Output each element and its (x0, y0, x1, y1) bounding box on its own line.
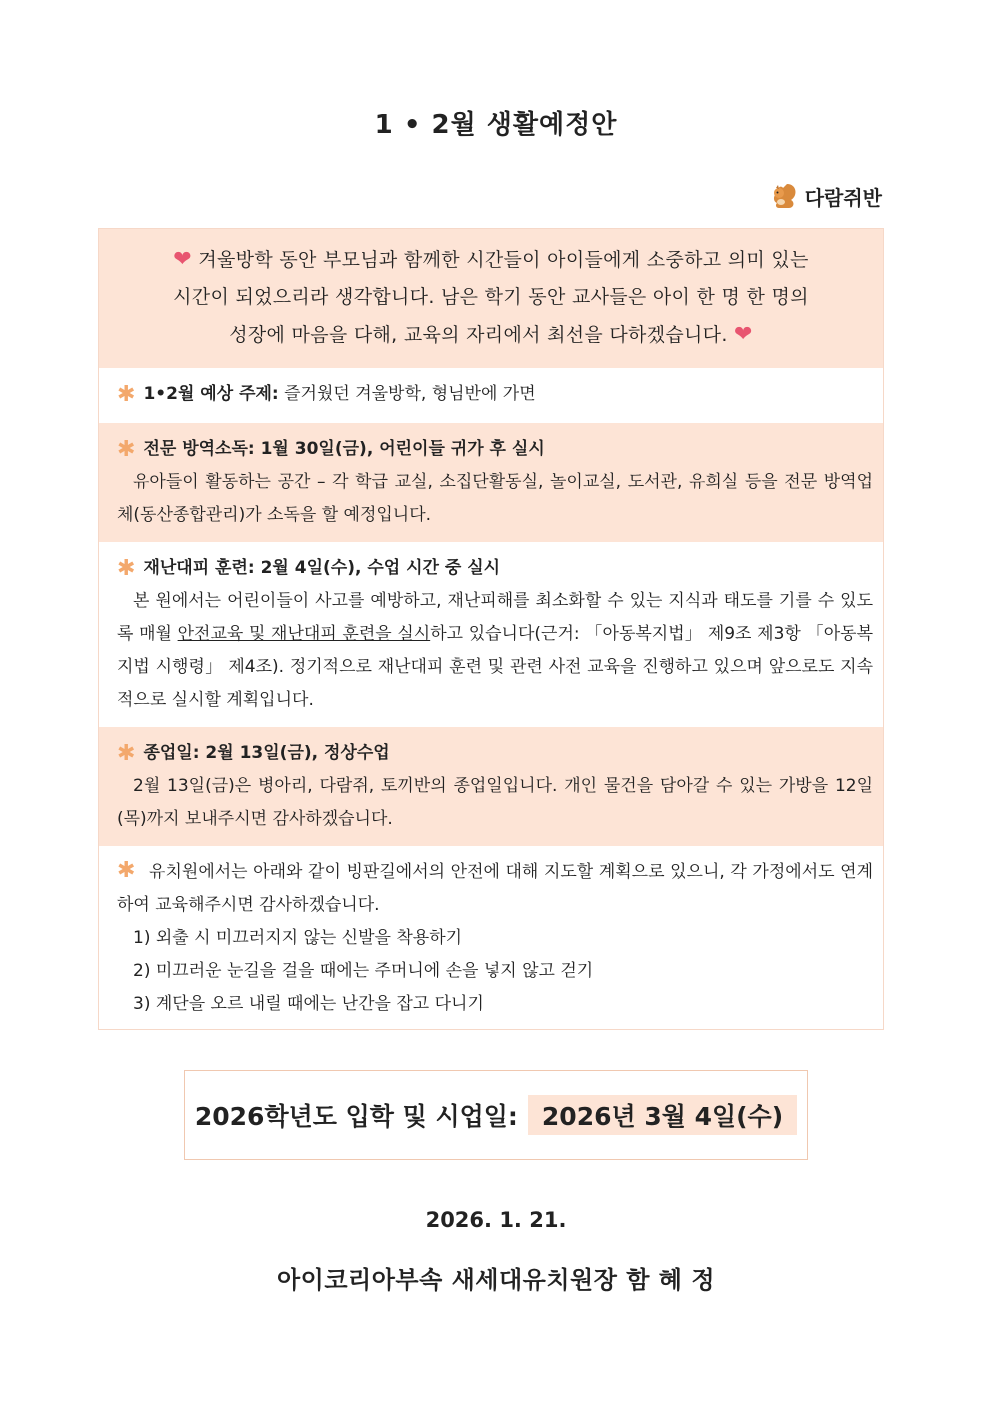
list-item: 2) 미끄러운 눈길을 걸을 때에는 주머니에 손을 넣지 않고 걷기 (133, 961, 594, 981)
closing-heading: 종업일: 2월 13일(금), 정상수업 (143, 743, 390, 763)
closing-section (99, 727, 883, 846)
heart-icon: ❤ (734, 322, 753, 347)
disinfection-body: 유아들이 활동하는 공간 – 각 학급 교실, 소집단활동실, 놀이교실, 도서관, 유희실 등을 전문 방역업체(동산종합관리)가 소독을 할 예정입니다. (117, 472, 873, 525)
closing-body: 2월 13일(금)은 병아리, 다람쥐, 토끼반의 종업일입니다. 개인 물건을 담아갈 수 있는 가방을 12일(목)까지 보내주시면 감사하겠습니다. (117, 776, 873, 829)
star-icon: ✱ (117, 740, 136, 766)
theme-section (99, 368, 883, 423)
theme-text: 즐거웠던 겨울방학, 형님반에 가면 (284, 384, 536, 404)
admission-box (184, 1070, 808, 1160)
admission-date: 2026년 3월 4일(수) (528, 1095, 797, 1135)
theme-label: 1•2월 예상 주제: (143, 384, 279, 404)
list-item: 3) 계단을 오르 내릴 때에는 난간을 잡고 다니기 (133, 994, 484, 1014)
class-tag (767, 180, 882, 212)
intro-line-1: 겨울방학 동안 부모님과 함께한 시간들이 아이들에게 소중하고 의미 있는 (198, 249, 809, 271)
drill-heading: 재난대피 훈련: 2월 4일(수), 수업 시간 중 실시 (143, 558, 501, 578)
intro-line-3: 성장에 마음을 다해, 교육의 자리에서 최선을 다하겠습니다. (229, 324, 728, 346)
content-box (98, 228, 884, 1030)
page-title: 1 • 2월 생활예정안 (374, 110, 618, 140)
star-icon: ✱ (117, 555, 136, 581)
disinfection-heading: 전문 방역소독: 1월 30일(금), 어린이들 귀가 후 실시 (143, 439, 545, 459)
safety-intro: ✱ 유치원에서는 아래와 같이 빙판길에서의 안전에 대해 지도할 계획으로 있으니, 각 가정에서도 연계하여 교육해주시면 감사하겠습니다. (117, 858, 873, 915)
class-name: 다람쥐반 (804, 185, 882, 210)
signer: 아이코리아부속 새세대유치원장 함 혜 정 (276, 1266, 716, 1294)
list-item: 1) 외출 시 미끄러지지 않는 신발을 착용하기 (133, 928, 463, 948)
intro-message (99, 229, 883, 368)
heart-icon: ❤ (173, 247, 193, 272)
star-icon: ✱ (117, 381, 136, 407)
drill-underlined: 안전교육 및 재난대피 훈련을 실시 (177, 624, 431, 644)
document-date: 2026. 1. 21. (425, 1208, 567, 1232)
intro-line-2: 시간이 되었으리라 생각합니다. 남은 학기 동안 교사들은 아이 한 명 한 명의 (173, 286, 809, 308)
star-icon: ✱ (117, 858, 136, 883)
drill-section (99, 542, 883, 727)
disinfection-section (99, 423, 883, 542)
safety-section (99, 846, 883, 1029)
admission-label: 2026학년도 입학 및 시업일: (194, 1102, 518, 1131)
star-icon: ✱ (117, 436, 136, 462)
squirrel-icon (767, 180, 799, 212)
drill-body: 본 원에서는 어린이들이 사고를 예방하고, 재난피해를 최소화할 수 있는 지식과 태도를 기를 수 있도록 매월 안전교육 및 재난대피 훈련을 실시하고 있습니다(근거: 「아동복지법」 제9조 제3항 「아동복지법 시행령」 제4조). 정기적으로 재난대피 훈련 및 관련 사전 교육을 진행하고 있으며 앞으로도 지속적으로 실시할 계획입니다. (117, 591, 873, 710)
